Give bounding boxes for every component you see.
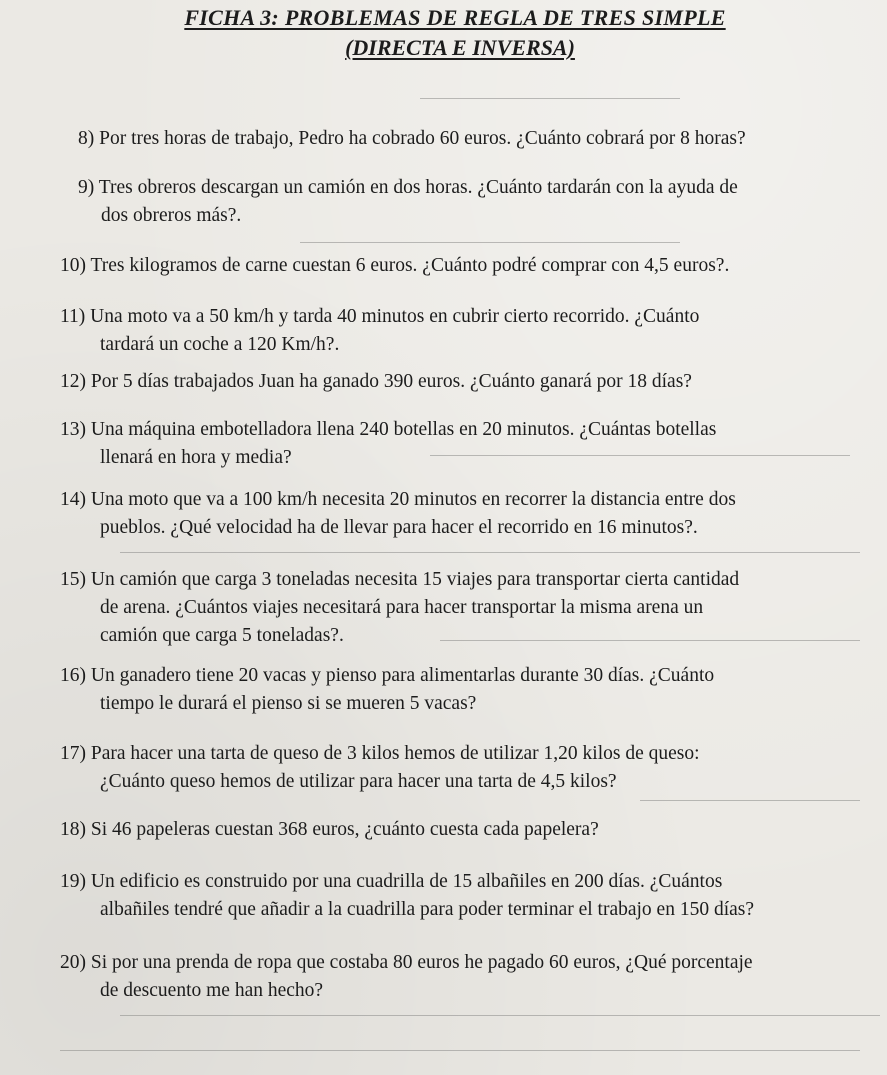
problem-19 [60, 868, 830, 924]
paper-bleed-line [120, 552, 860, 553]
problem-16 [60, 662, 830, 718]
problem-text-continued: pueblos. ¿Qué velocidad ha de llevar para hacer el recorrido en 16 minutos?. [100, 517, 698, 538]
problem-11 [60, 303, 830, 359]
problem-text-continued: albañiles tendré que añadir a la cuadrilla para poder terminar el trabajo en 150 días? [100, 899, 755, 920]
problem-15 [60, 566, 830, 650]
problem-number: 20) [60, 952, 86, 973]
problem-13 [60, 416, 830, 472]
problem-number: 18) [60, 819, 86, 840]
problem-number: 12) [60, 371, 86, 392]
problem-text-continued: dos obreros más?. [101, 205, 242, 226]
paper-bleed-line [60, 1050, 860, 1051]
problem-text: Una moto que va a 100 km/h necesita 20 minutos en recorrer la distancia entre dos [90, 489, 736, 510]
problem-text: Tres obreros descargan un camión en dos horas. ¿Cuánto tardarán con la ayuda de [98, 177, 738, 198]
problem-text-continued: tiempo le durará el pienso si se mueren 5 vacas? [100, 693, 477, 714]
paper-bleed-line [120, 1015, 880, 1016]
problem-text: Por tres horas de trabajo, Pedro ha cobrado 60 euros. ¿Cuánto cobrará por 8 horas? [99, 128, 746, 149]
problem-text: Si por una prenda de ropa que costaba 80 euros he pagado 60 euros, ¿Qué porcentaje [90, 952, 753, 973]
problem-text-continued: ¿Cuánto queso hemos de utilizar para hacer una tarta de 4,5 kilos? [100, 771, 617, 792]
problem-9 [78, 174, 848, 230]
problem-text: Una moto va a 50 km/h y tarda 40 minutos en cubrir cierto recorrido. ¿Cuánto [90, 306, 700, 327]
problem-text: Para hacer una tarta de queso de 3 kilos hemos de utilizar 1,20 kilos de queso: [90, 743, 700, 764]
problem-text-continued: de arena. ¿Cuántos viajes necesitará para hacer transportar la misma arena un [100, 597, 704, 618]
problem-14 [60, 486, 830, 542]
problem-number: 8) [78, 128, 95, 149]
problem-number: 11) [60, 306, 86, 327]
problem-text: Tres kilogramos de carne cuestan 6 euros. ¿Cuánto podré comprar con 4,5 euros?. [90, 255, 730, 276]
paper-bleed-line [440, 640, 860, 641]
problem-number: 14) [60, 489, 86, 510]
problem-20 [60, 949, 830, 1005]
problem-number: 16) [60, 665, 86, 686]
paper-bleed-line [640, 800, 860, 801]
problem-text: Un ganadero tiene 20 vacas y pienso para alimentarlas durante 30 días. ¿Cuánto [90, 665, 715, 686]
problem-number: 15) [60, 569, 86, 590]
problem-text-continued: tardará un coche a 120 Km/h?. [100, 334, 340, 355]
problem-17 [60, 740, 830, 796]
problem-text: Si 46 papeleras cuestan 368 euros, ¿cuánto cuesta cada papelera? [90, 819, 599, 840]
paper-bleed-line [300, 242, 680, 243]
problem-text: Una máquina embotelladora llena 240 botellas en 20 minutos. ¿Cuántas botellas [90, 419, 717, 440]
problem-number: 17) [60, 743, 86, 764]
problem-text: Un edificio es construido por una cuadrilla de 15 albañiles en 200 días. ¿Cuántos [90, 871, 723, 892]
page-title: FICHA 3: PROBLEMAS DE REGLA DE TRES SIMPLE [184, 5, 726, 30]
problem-10 [60, 252, 830, 280]
problem-8 [78, 125, 848, 153]
problem-number: 19) [60, 871, 86, 892]
problem-number: 13) [60, 419, 86, 440]
paper-bleed-line [430, 455, 850, 456]
problem-12 [60, 368, 830, 396]
problem-text: Un camión que carga 3 toneladas necesita 15 viajes para transportar cierta cantidad [90, 569, 740, 590]
problem-text-continued: camión que carga 5 toneladas?. [100, 625, 344, 646]
problem-number: 9) [78, 177, 95, 198]
problem-number: 10) [60, 255, 86, 276]
problem-18 [60, 816, 830, 844]
problem-text-continued: de descuento me han hecho? [100, 980, 324, 1001]
problem-text: Por 5 días trabajados Juan ha ganado 390 euros. ¿Cuánto ganará por 18 días? [90, 371, 692, 392]
paper-bleed-line [420, 98, 680, 99]
page-subtitle: (DIRECTA E INVERSA) [345, 35, 575, 60]
problem-text-continued: llenará en hora y media? [100, 447, 292, 468]
